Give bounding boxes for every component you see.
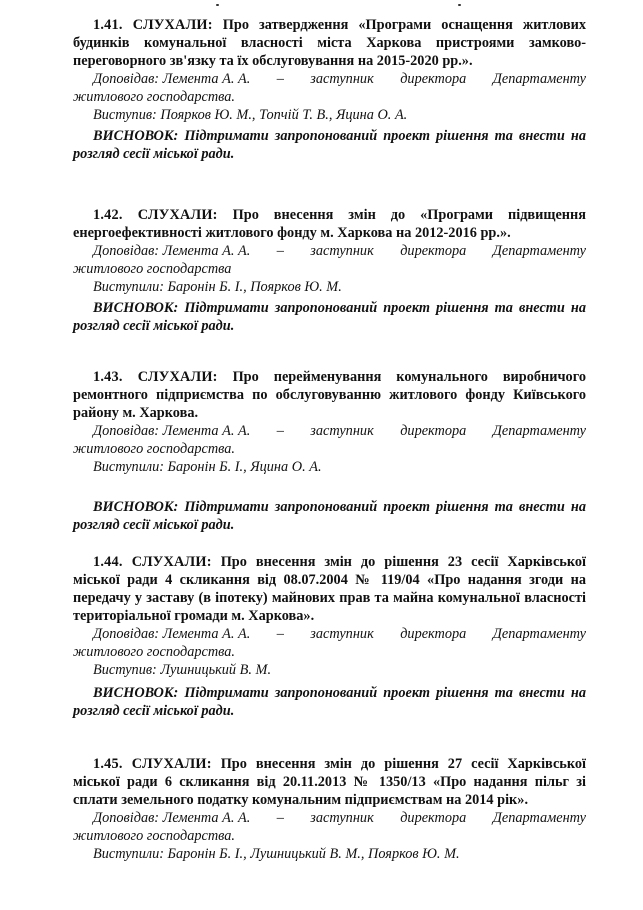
reporter-label: Доповідав: Лемента А. А. — [93, 71, 251, 87]
agenda-item-1-44 — [73, 553, 586, 720]
conclusion: ВИСНОВОК: Підтримати запропонований проект рішення та внести на розгляд сесії міської ради. — [73, 128, 586, 162]
reporter-position-3: Департаменту — [492, 243, 586, 259]
reporter-position-3: Департаменту — [492, 626, 586, 642]
agenda-item-1-41 — [73, 16, 586, 163]
item-subject: Про внесення змін до «Програми підвищення енергоефективності житлового фонду м. Харкова на 2012-2016 рр.». — [73, 207, 587, 241]
reporter-line — [73, 625, 586, 643]
reporter-line — [73, 70, 586, 88]
reporter-line — [73, 242, 586, 260]
reporter-department: житлового господарства. — [73, 441, 236, 457]
reporter-department: житлового господарства. — [73, 644, 236, 660]
item-subject: Про перейменування комунального виробничого ремонтного підприємства по обслуговуванню житлового фонду Київського району м. Харкова. — [73, 369, 586, 421]
item-number-heard: 1.41. СЛУХАЛИ: — [93, 17, 213, 33]
item-heading — [73, 16, 586, 70]
speakers-line: Виступив: Лушницький В. М. — [93, 662, 272, 678]
reporter-label: Доповідав: Лемента А. А. — [93, 810, 251, 826]
scan-artifact — [458, 4, 461, 6]
reporter-position-1: заступник — [310, 243, 374, 259]
reporter-position-1: заступник — [310, 810, 374, 826]
reporter-line — [73, 422, 586, 440]
item-number-heard: 1.44. СЛУХАЛИ: — [93, 554, 212, 570]
reporter-dash: – — [276, 423, 284, 439]
conclusion: ВИСНОВОК: Підтримати запропонований проект рішення та внести на розгляд сесії міської ради. — [73, 685, 586, 719]
agenda-item-1-42 — [73, 206, 586, 335]
reporter-position-3: Департаменту — [492, 810, 586, 826]
item-heading — [73, 206, 586, 242]
reporter-label: Доповідав: Лемента А. А. — [93, 423, 251, 439]
reporter-dash: – — [276, 71, 284, 87]
reporter-department: житлового господарства. — [73, 89, 236, 105]
reporter-position-2: директора — [400, 71, 467, 87]
item-heading — [73, 553, 586, 625]
reporter-department: житлового господарства. — [73, 828, 236, 844]
item-number-heard: 1.43. СЛУХАЛИ: — [93, 369, 218, 385]
reporter-label: Доповідав: Лемента А. А. — [93, 626, 251, 642]
reporter-dash: – — [276, 243, 284, 259]
conclusion: ВИСНОВОК: Підтримати запропонований проект рішення та внести на розгляд сесії міської ради. — [73, 499, 586, 533]
speakers-line: Виступили: Баронін Б. І., Поярков Ю. М. — [93, 279, 342, 295]
reporter-position-1: заступник — [310, 423, 374, 439]
item-subject: Про внесення змін до рішення 27 сесії Харківської міської ради 6 скликання від 20.11.2013 № 1350/13 «Про надання пільг зі сплати земельного податку комунальним підприємствам на 2014 рік». — [73, 756, 587, 808]
agenda-item-1-45 — [73, 755, 586, 863]
reporter-position-1: заступник — [310, 626, 374, 642]
item-heading — [73, 368, 586, 422]
item-subject: Про затвердження «Програми оснащення житлових будинків комунальної власності міста Харкова пристроями замково-переговорного зв'язку та їх обслуговування на 2015-2020 рр.». — [73, 17, 587, 69]
reporter-position-2: директора — [400, 626, 467, 642]
item-heading — [73, 755, 586, 809]
reporter-dash: – — [276, 810, 284, 826]
item-number-heard: 1.45. СЛУХАЛИ: — [93, 756, 212, 772]
reporter-position-3: Департаменту — [492, 423, 586, 439]
reporter-position-3: Департаменту — [492, 71, 586, 87]
reporter-line — [73, 809, 586, 827]
reporter-position-2: директора — [400, 423, 467, 439]
item-subject: Про внесення змін до рішення 23 сесії Харківської міської ради 4 скликання від 08.07.2004 № 119/04 «Про надання згоди на передачу у заставу (в іпотеку) майнових прав та майна комунальної власності територіальної громади м. Харкова». — [73, 554, 587, 624]
reporter-label: Доповідав: Лемента А. А. — [93, 243, 251, 259]
scan-artifact — [216, 4, 219, 6]
item-number-heard: 1.42. СЛУХАЛИ: — [93, 207, 218, 223]
reporter-position-1: заступник — [310, 71, 374, 87]
speakers-line: Виступив: Поярков Ю. М., Топчій Т. В., Яцина О. А. — [93, 107, 408, 123]
conclusion: ВИСНОВОК: Підтримати запропонований проект рішення та внести на розгляд сесії міської ради. — [73, 300, 586, 334]
speakers-line: Виступили: Баронін Б. І., Лушницький В. М., Поярков Ю. М. — [93, 846, 460, 862]
agenda-item-1-43 — [73, 368, 586, 534]
reporter-position-2: директора — [400, 243, 467, 259]
reporter-dash: – — [276, 626, 284, 642]
reporter-department: житлового господарства — [73, 261, 232, 277]
reporter-position-2: директора — [400, 810, 467, 826]
speakers-line: Виступили: Баронін Б. І., Яцина О. А. — [93, 459, 322, 475]
